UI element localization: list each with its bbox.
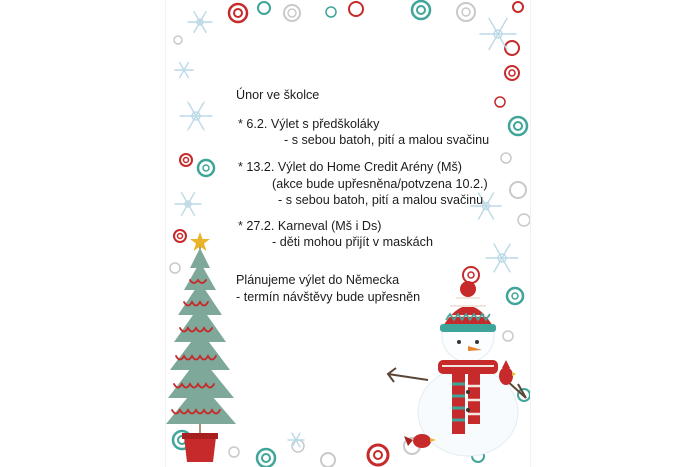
invitation-card <box>166 0 530 467</box>
event-title: * 13.2. Výlet do Home Credit Arény (Mš) <box>238 160 462 174</box>
event-title: * 6.2. Výlet s předškoláky <box>238 117 380 131</box>
christmas-tree-icon <box>166 232 236 462</box>
decor-layer <box>166 0 530 467</box>
event-detail: - děti mohou přijít v maskách <box>272 235 433 249</box>
card-heading: Únor ve školce <box>236 88 320 102</box>
plan-title: Plánujeme výlet do Německa <box>236 273 400 287</box>
event-detail: - s sebou batoh, pití a malou svačinu <box>284 133 490 147</box>
event-title: * 27.2. Karneval (Mš i Ds) <box>238 219 382 233</box>
plan-detail: - termín návštěvy bude upřesněn <box>236 290 421 304</box>
event-detail: - s sebou batoh, pití a malou svačinu <box>278 193 484 207</box>
event-detail: (akce bude upřesněna/potvzena 10.2.) <box>272 177 488 191</box>
